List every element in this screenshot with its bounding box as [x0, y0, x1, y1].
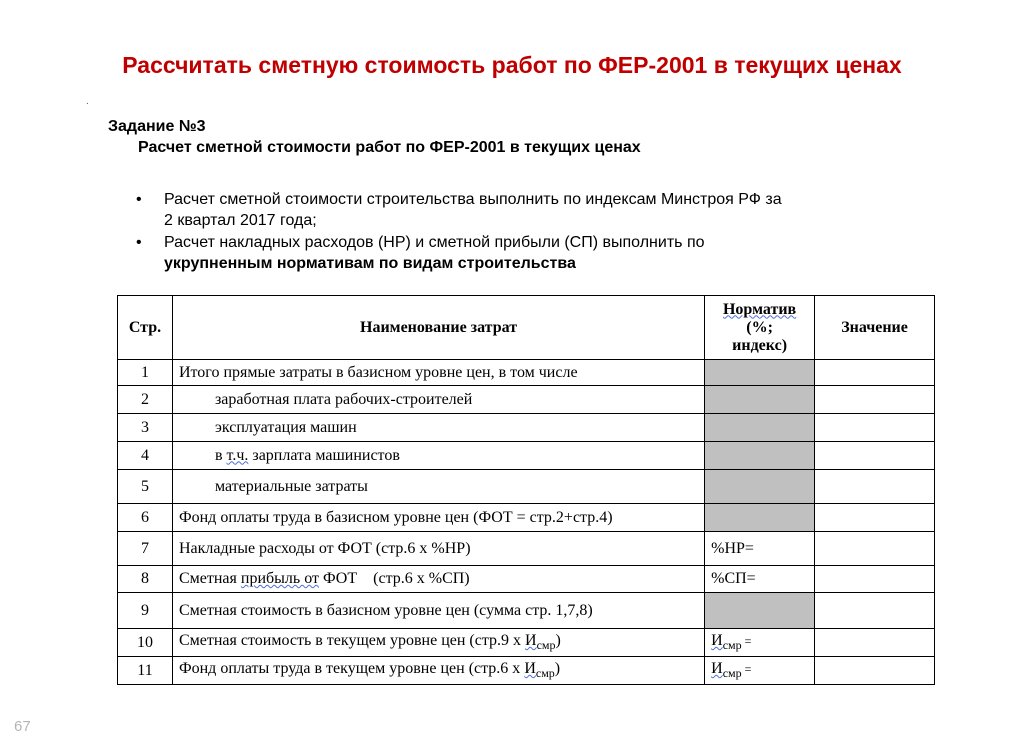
- row-name: [172, 442, 704, 470]
- row-num: 10: [118, 629, 173, 657]
- row-name: Сметная стоимость в базисном уровне цен (сумма стр. 1,7,8): [172, 593, 704, 629]
- row-name-part: ): [554, 659, 561, 677]
- row-name-part: прибыль от: [240, 570, 319, 587]
- page-number: 67: [14, 718, 31, 735]
- row-num: 6: [118, 504, 173, 532]
- row-name-part: ): [555, 631, 561, 649]
- row-num: 1: [118, 360, 173, 386]
- bullet-item: [136, 189, 926, 231]
- row-norm: [705, 657, 815, 685]
- index-letter: И: [711, 631, 723, 649]
- row-norm: [705, 593, 815, 629]
- row-norm: [705, 504, 815, 532]
- task-subheading: Расчет сметной стоимости работ по ФЕР-2001 в текущих ценах: [138, 139, 641, 156]
- row-value: [815, 593, 935, 629]
- row-name-part: зарплата машинистов: [248, 446, 400, 464]
- table-row: [118, 657, 935, 685]
- row-name-part: Сметная: [178, 570, 241, 587]
- norm-equals: =: [741, 661, 752, 676]
- task-heading: Задание №3: [108, 118, 206, 135]
- slide-title: Рассчитать сметную стоимость работ по ФЕР-2001 в текущих ценах: [122, 52, 902, 78]
- row-name: материальные затраты: [172, 470, 704, 504]
- header-norm-line1: Норматив: [722, 300, 797, 318]
- index-subscript: смр: [535, 666, 555, 681]
- header-norm-line3: индекс): [732, 336, 788, 354]
- row-value: [815, 470, 935, 504]
- row-value: [815, 657, 935, 685]
- index-subscript: смр: [536, 638, 556, 653]
- row-norm: [705, 470, 815, 504]
- norm-equals: =: [741, 633, 752, 648]
- row-name-part: ФОТ (стр.6 х %СП): [318, 570, 470, 587]
- norm-index: [711, 631, 742, 653]
- row-name: [172, 566, 704, 593]
- table-row: [118, 629, 935, 657]
- table-row: [118, 532, 935, 566]
- row-name-part: т.ч.: [226, 446, 249, 464]
- row-name-part: Фонд оплаты труда в текущем уровне цен (стр.6 х: [178, 659, 525, 677]
- row-num: 8: [118, 566, 173, 593]
- row-value: [815, 629, 935, 657]
- header-value: Значение: [815, 296, 935, 360]
- bullet-list: [136, 189, 926, 275]
- table-row: [118, 504, 935, 532]
- bullet-text: Расчет накладных расходов (НР) и сметной прибыли (СП) выполнить по: [164, 234, 705, 251]
- row-norm: [705, 386, 815, 414]
- row-num: 2: [118, 386, 173, 414]
- row-norm: %СП=: [705, 566, 815, 593]
- row-num: 9: [118, 593, 173, 629]
- row-name: эксплуатация машин: [172, 414, 704, 442]
- table-row: [118, 414, 935, 442]
- bullet-text: Расчет сметной стоимости строительства выполнить по индексам Минстроя РФ за: [164, 191, 782, 208]
- row-name: заработная плата рабочих-строителей: [172, 386, 704, 414]
- row-num: 11: [118, 657, 173, 685]
- row-num: 5: [118, 470, 173, 504]
- table-row: [118, 470, 935, 504]
- row-name-part: в: [214, 446, 227, 464]
- row-name: Накладные расходы от ФОТ (стр.6 х %НР): [172, 532, 704, 566]
- row-norm: [705, 629, 815, 657]
- bullet-item: [136, 232, 926, 274]
- row-value: [815, 532, 935, 566]
- row-name: Итого прямые затраты в базисном уровне цен, в том числе: [172, 360, 704, 386]
- index-letter: И: [711, 659, 723, 677]
- header-name: Наименование затрат: [172, 296, 704, 360]
- row-value: [815, 360, 935, 386]
- index-letter: И: [524, 659, 536, 677]
- row-name: [172, 629, 704, 657]
- index-subscript: смр: [722, 666, 742, 681]
- table-row: [118, 566, 935, 593]
- row-value: [815, 442, 935, 470]
- index-letter: И: [525, 631, 537, 649]
- header-num: Стр.: [118, 296, 173, 360]
- row-norm: [705, 414, 815, 442]
- row-name-part: Сметная стоимость в текущем уровне цен (стр.9 х: [178, 631, 526, 649]
- row-name: [172, 657, 704, 685]
- table-row: [118, 442, 935, 470]
- row-norm: [705, 442, 815, 470]
- row-num: 4: [118, 442, 173, 470]
- table-row: [118, 386, 935, 414]
- row-name-part: [524, 659, 555, 681]
- row-value: [815, 386, 935, 414]
- row-num: 7: [118, 532, 173, 566]
- norm-index: [711, 659, 742, 681]
- stray-dot: .: [86, 96, 89, 107]
- row-norm: %НР=: [705, 532, 815, 566]
- row-value: [815, 566, 935, 593]
- row-name-part: [525, 631, 556, 653]
- bullet-text-bold: укрупненным нормативам по видам строительства: [164, 255, 576, 272]
- row-norm: [705, 360, 815, 386]
- table-header-row: [118, 296, 935, 360]
- table-row: [118, 360, 935, 386]
- row-name: Фонд оплаты труда в базисном уровне цен (ФОТ = стр.2+стр.4): [172, 504, 704, 532]
- bullet-mark: •: [136, 191, 142, 208]
- bullet-text: 2 квартал 2017 года;: [164, 212, 317, 229]
- row-value: [815, 504, 935, 532]
- table-row: [118, 593, 935, 629]
- cost-table: [117, 295, 935, 685]
- row-value: [815, 414, 935, 442]
- bullet-mark: •: [136, 234, 142, 251]
- index-subscript: смр: [722, 638, 742, 653]
- header-norm-line2: (%;: [746, 318, 773, 336]
- row-num: 3: [118, 414, 173, 442]
- header-norm: [705, 296, 815, 360]
